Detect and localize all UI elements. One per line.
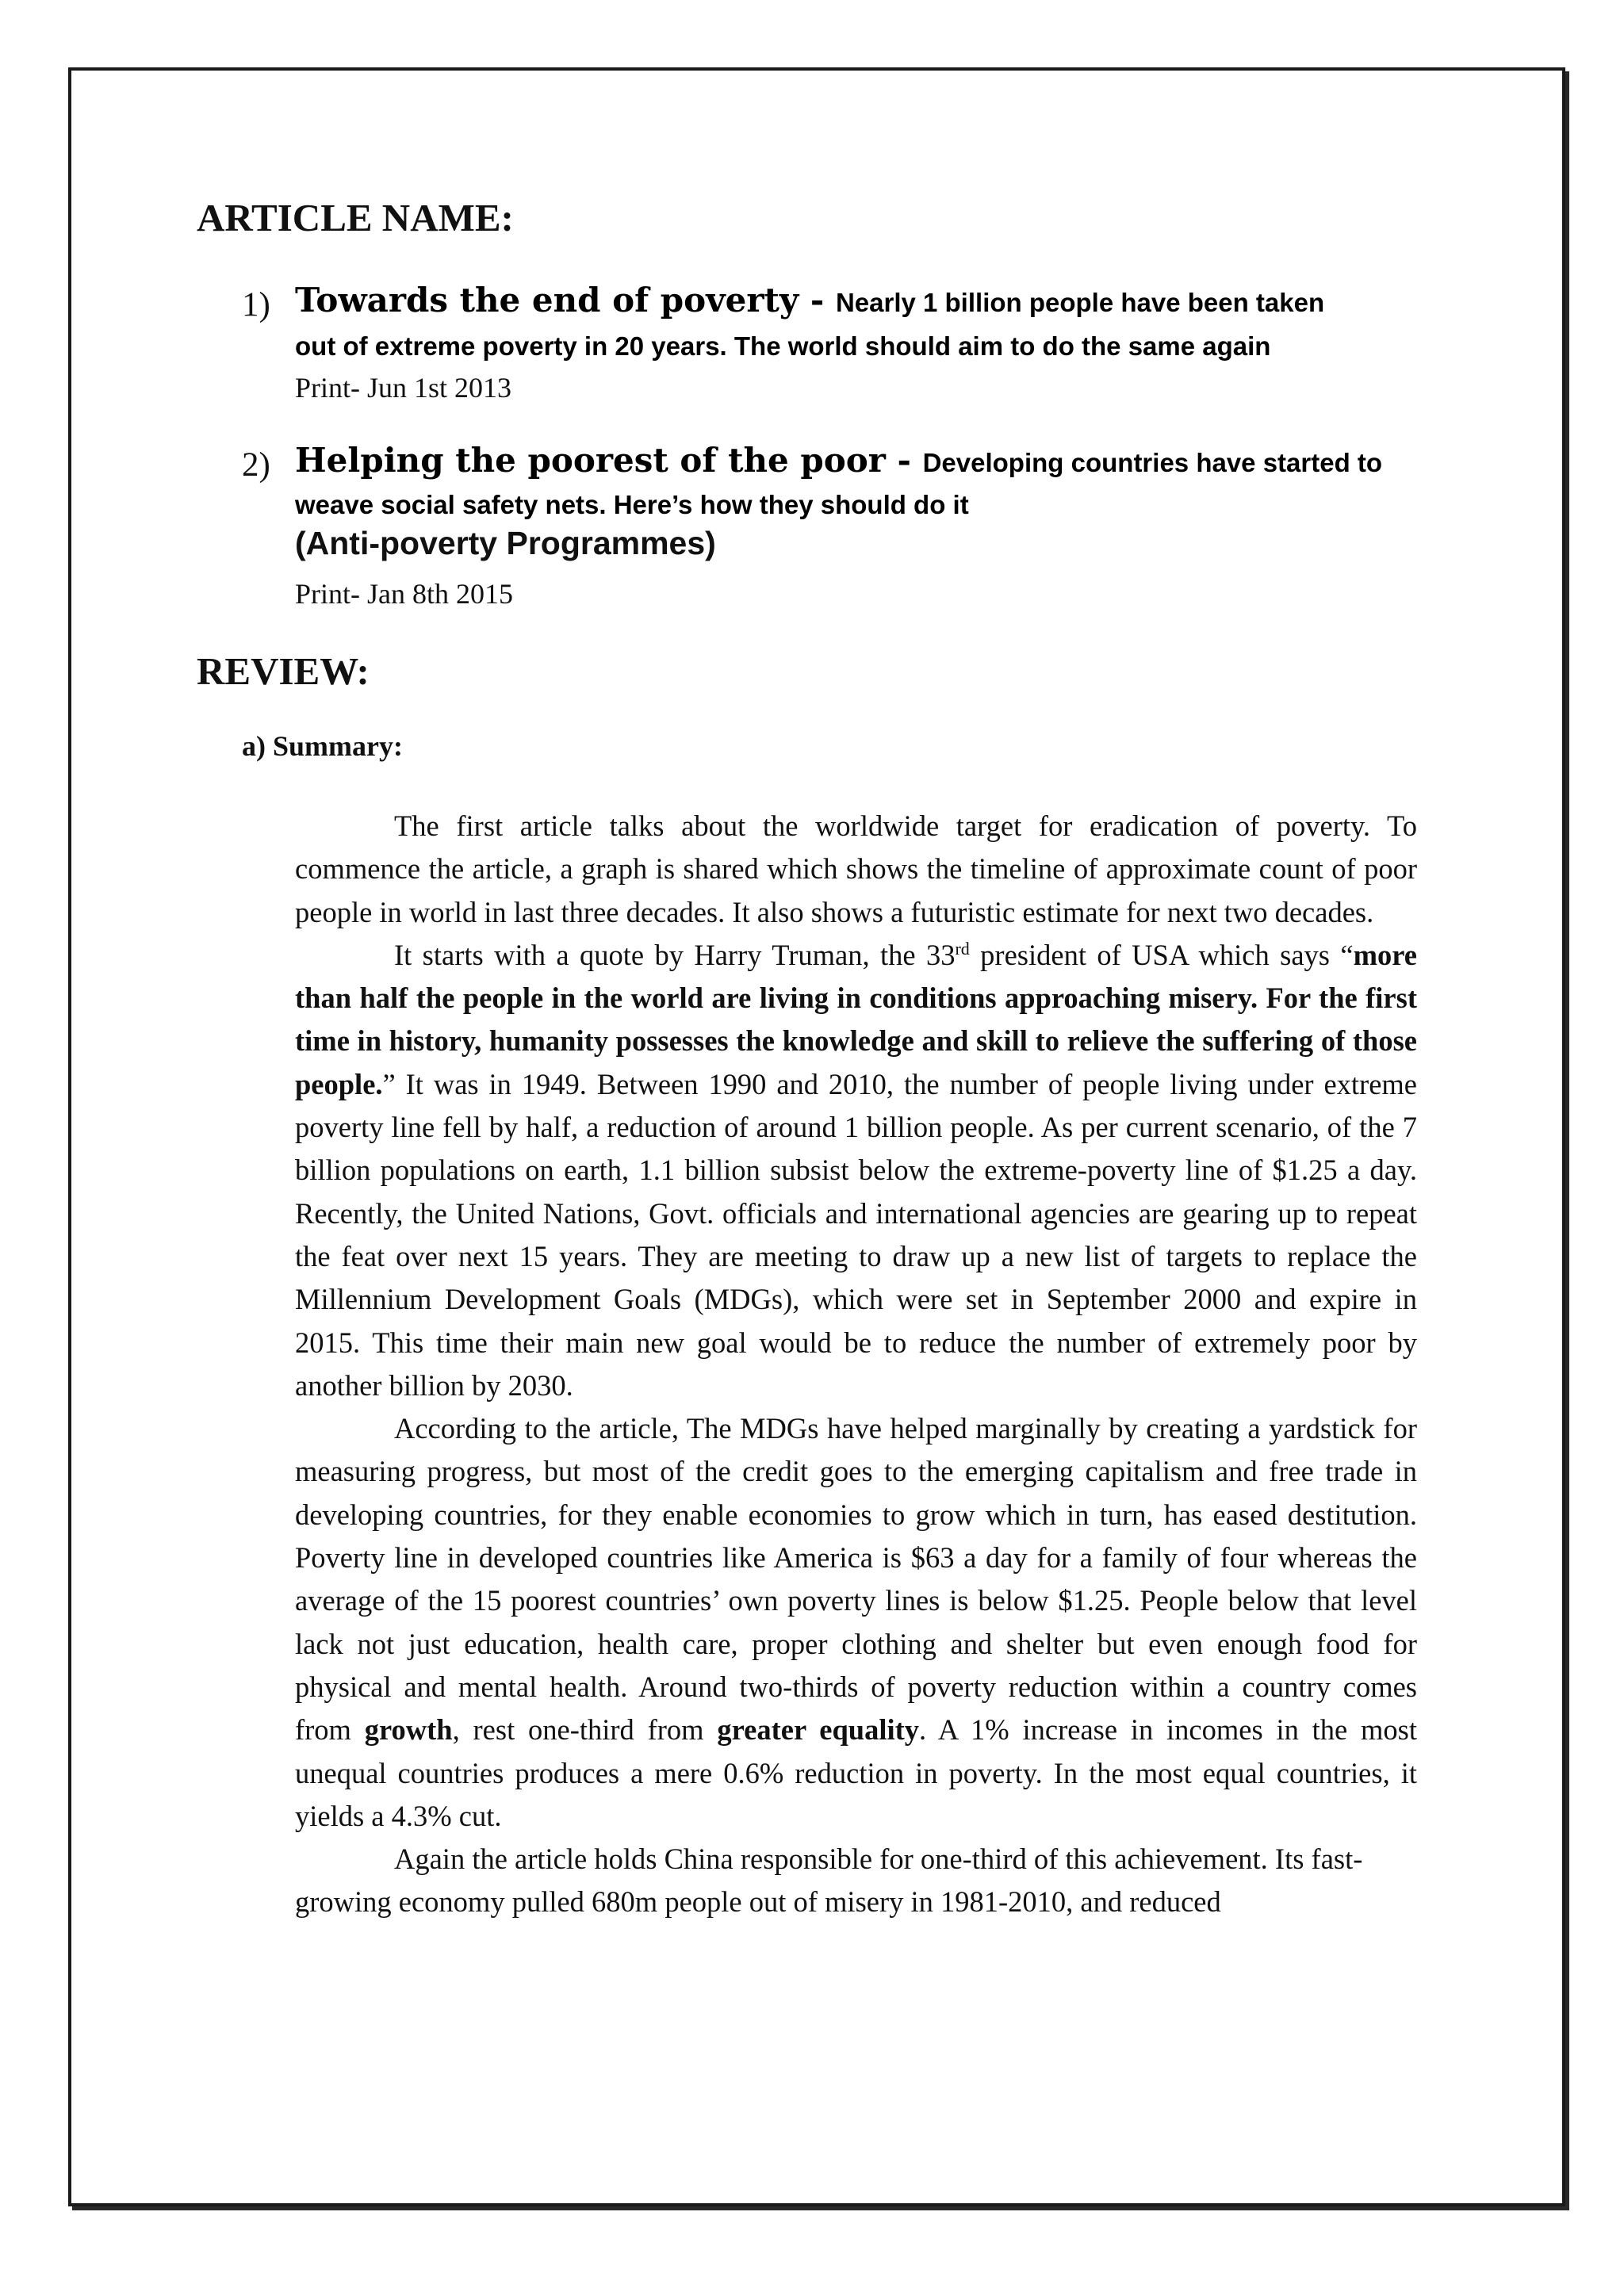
summary-body — [295, 805, 1417, 1924]
article-2-subtitle-1: Developing countries have started to — [922, 448, 1383, 477]
article-1-title-line — [295, 281, 1324, 320]
paragraph-2-rest: ” It was in 1949. Between 1990 and 2010, the number of people living under extreme poverty line fell by half, a reduction of around 1 billion people. As per current scenario, of the 7 billion populations on earth, 1.1 billion subsist below the extreme-poverty line of $1.25 a day. Recently, the United Nations, Govt. officials and international agencies are gearing up to repeat the feat over next 15 years. They are meeting to draw up a new list of targets to replace the Millennium Development Goals (MDGs), which were set in September 2000 and expire in 2015. This time their main new goal would be to reduce the number of extremely poor by another billion by 2030. — [295, 1067, 1417, 1402]
paragraph-1: The first article talks about the worldwide target for eradication of poverty. To commence the article, a graph is shared which shows the timeline of approximate count of poor people in world in last three decades. It also shows a futuristic estimate for next two decades. — [295, 809, 1417, 928]
equality-term: greater equality — [717, 1713, 920, 1747]
paragraph-3-rest: . A 1% increase in incomes in the most unequal countries produces a mere 0.6% reduction in poverty. In the most equal countries, it yields a 4.3% cut. — [295, 1713, 1417, 1832]
paragraph-2-intro: It starts with a quote by Harry Truman, the 33 — [394, 938, 956, 971]
ordinal-suffix: rd — [955, 938, 970, 959]
summary-label: a) Summary: — [242, 730, 403, 762]
paragraph-2 — [295, 934, 1417, 1407]
article-name-heading: ARTICLE NAME: — [197, 196, 514, 239]
article-2-subtitle-2: weave social safety nets. Here’s how they should do it — [295, 490, 969, 519]
article-2-title: Helping the poorest of the poor - — [295, 441, 923, 480]
truman-quote: more than half the people in the world are living in conditions approaching misery. For the first time in history, humanity possesses the knowledge and skill to relieve the suffering of those people. — [295, 938, 1417, 1100]
article-2-tag: (Anti-poverty Programmes) — [295, 525, 716, 561]
article-1-number: 1) — [242, 286, 270, 323]
article-1-print-date: Print- Jun 1st 2013 — [295, 372, 512, 404]
article-2-print-date: Print- Jan 8th 2015 — [295, 578, 513, 610]
paragraph-3 — [295, 1407, 1417, 1838]
article-1-title: Towards the end of poverty - — [295, 281, 836, 320]
article-1-subtitle-2: out of extreme poverty in 20 years. The world should aim to do the same again — [295, 331, 1271, 361]
article-2-number: 2) — [242, 446, 270, 484]
article-2-title-line — [295, 441, 1382, 480]
review-heading: REVIEW: — [197, 649, 370, 693]
paragraph-2-lead: president of USA which says “ — [969, 938, 1354, 971]
paragraph-4: Again the article holds China responsible for one-third of this achievement. Its fast-growing economy pulled 680m people out of misery in 1981-2010, and reduced — [295, 1843, 1363, 1919]
paragraph-3-intro: According to the article, The MDGs have helped marginally by creating a yardstick for measuring progress, but most of the credit goes to the emerging capitalism and free trade in developing countries, for they enable economies to grow which in turn, has eased destitution. Poverty line in developed countries like America is $63 a day for a family of four whereas the average of the 15 poorest countries’ own poverty lines is below $1.25. People below that level lack not just education, health care, proper clothing and shelter but even enough food for physical and mental health. Around two-thirds of poverty reduction within a country comes from — [295, 1412, 1417, 1747]
article-1-subtitle-1: Nearly 1 billion people have been taken — [835, 288, 1325, 317]
paragraph-3-mid: , rest one-third from — [452, 1713, 718, 1747]
growth-term: growth — [364, 1713, 453, 1747]
